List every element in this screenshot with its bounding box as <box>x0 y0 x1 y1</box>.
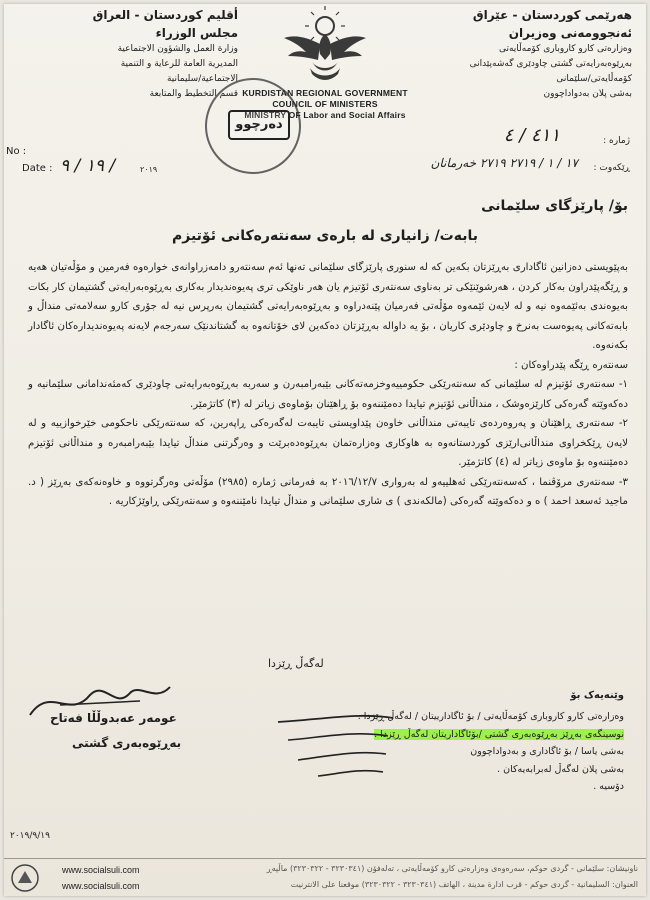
rekawt-label: ڕێکەوت : <box>593 163 630 173</box>
footer-website-1: www.socialsuli.com <box>62 865 140 875</box>
header-arabic-small-4: قسم التخطيط والمتابعة <box>149 89 238 99</box>
letter-subject: بابەت/ زانیاری لە بارەی سەنتەرەکانی ئۆتیزم <box>171 228 479 244</box>
footer-website-2: www.socialsuli.com <box>62 881 140 891</box>
paragraph-center-2: ٢- سەنتەری ڕاهێنان و پەروەردەی تایبەتی منداڵانی خاوەن پێداویستی تایبەت لەگەرەکی ڕاپەرین، کە سەنتەرێکی ناحکومی خێرخوازییە و لە لایەن ڕێکخراوی منداڵانی‌ارێزی کوردستانەوە بە هاوکاری وەزارەتمان بەڕێوەدەبرێت و وەرگرتنی منداڵ تیایدا بێبەرامبەرە و منداڵانی ئۆتیزم دەمێننەوە بۆ ماوەی زیاتر لە (٤) کاتژمێر. <box>28 418 628 468</box>
header-arabic-small-3: الاجتماعية/سليمانية <box>166 74 238 84</box>
header-kurdish-small-3: کۆمەڵایەتی/سلێمانی <box>556 74 632 84</box>
cc-pen-strokes-icon <box>258 708 398 788</box>
date-year: ٢٠١٩ <box>140 165 158 174</box>
header-arabic-small-1: وزارة العمل والشؤون الاجتماعية <box>117 44 238 54</box>
zhmara-label: ژمارە : <box>603 136 630 146</box>
zhmara-value: ٤١١ / ٤ <box>503 125 560 146</box>
footer-date: ٢٠١٩/٩/١٩ <box>10 831 50 841</box>
signer-name: عومەر عەبدوڵڵا فەتاح <box>50 711 177 725</box>
paragraph-intro: بەپێویستی دەزانین ئاگاداری بەڕێزتان بکەین کە لە سنوری پارێزگای سلێمانی تەنها ئەم سەنتەرو دامەزراوانەی خوارەوە فەرمین و مۆڵەتیان هەیە و ڕێگەپێدراون بەکار کردن ، هەرشوێنێکی تر بەناوی سەنتەری ئۆتیزم یان هەر ناوێکی تری پەیوەندیدار بەکاری بەڕێوەبەرایەتی گشتیمان کار بکات بەیوەندی بەئێمەوە نیە و لە لایەن ئێمەوە مۆڵەتی فەرمیان پێنەدراوە و بەڕێوەبەرایەتی گشتیمان بەرپرس نیە لە جۆری کارو سەلامەتی منداڵ و بابەتەکانی پەیوەست بەنرخ و چاودێری کاریان ، بۆ یە داواله بەڕێزتان دەکەین لای خۆتانەوە بە گشتاندنێک سەرجەم لایەنە پەیوەندیدارەکان ئاگادار بکەنەوە. <box>27 262 628 351</box>
gov-line-1: KURDISTAN REGIONAL GOVERNMENT <box>242 88 408 98</box>
letter-body <box>28 258 628 512</box>
gov-line-2: COUNCIL OF MINISTERS <box>272 99 378 109</box>
header-kurdish-small-2: بەڕێوەبەرایەتی گشتی چاودێری گەشەپێدانی <box>469 59 632 69</box>
kurdistan-eagle-emblem-icon <box>250 4 400 84</box>
cc-item: بەشی پلان لەگەڵ لەبرابەیەکان . <box>497 763 624 775</box>
paragraph-centers-heading: سەنتەرە ڕێگە پێدراوەکان : <box>514 359 628 371</box>
letter-addressee: بۆ/ پارێزگای سلێمانی <box>481 198 628 214</box>
ministry-logo-icon <box>10 863 40 893</box>
header-arabic-line-2: مجلس الوزراء <box>155 26 238 40</box>
signer-title: بەڕێوەبەری گشتی <box>72 736 182 750</box>
cc-item: دۆسیە . <box>593 781 624 792</box>
paragraph-center-3: ٣- سەنتەری مرۆڤنما ، کەسەنتەرێکی ئەهلییەو لە بەرواری ٢٠١٦/١٢/٧ بە فەرمانی ژمارە (٢٩٨٥) مۆڵەتی وەرگرتووە و خاوەنەکەی بەڕێز ( د. ماجید ئەسعد احمد ) ە و دەکەوێتە گەرەکی (مالکەندی ) ی شاری سلێمانی و منداڵ تیایدا نامێننەوە و سەنتەرێکی ڕاوێژکاریە . <box>28 476 629 507</box>
cc-item: وەزارەتی کارو کاروباری کۆمەڵایەتی / بۆ ئاگادارییتان / لەگەڵ ڕێزدا . <box>357 711 624 722</box>
date-label: Date : <box>22 163 53 174</box>
date-value: ١٩ / ٩ / <box>60 156 116 176</box>
cc-item-highlighted: نوسینگەی بەڕێز بەڕێوەبەری گشتی /بۆئاگاداریتان لەگەڵ ڕێزدا . <box>374 728 624 740</box>
closing-regards: لەگەڵ ڕێزدا <box>268 657 324 670</box>
footer-address-arabic: العنوان: السليمانية - گردی حوکم - قرب ادارة مدينة ، الهاتف (٣٢٣٠٣٤١ - ٣٢٣٠٣٢٢) موقعنا على الانترنيت <box>290 880 638 889</box>
letterhead-footer <box>4 858 646 897</box>
header-kurdish-small-1: وەزارەتی کارو کاروباری کۆمەڵایەتی <box>498 44 632 54</box>
header-kurdish-line-1: هەرێمی کوردستان - عێراق <box>472 8 632 22</box>
header-kurdish <box>412 6 632 102</box>
header-arabic-line-1: أقليم كوردستان - العراق <box>92 8 238 22</box>
rekawt-value: ١٧ / ١ / ٢٧١٩ ٢٧١٩ خەرمانان <box>430 156 578 170</box>
footer-address-kurdish: ناونیشان: سلێمانی - گردی حوکم، سەرەوەی وەزارەتی کارو کۆمەڵایەتی ، تەلەفۆن (٣٢٣٠٣٤١ - ٣٢٣٠٣٢٢) ماڵپەڕ <box>266 864 638 873</box>
header-arabic-small-2: المديرية العامة للرعاية و التنمية <box>120 59 238 69</box>
cc-item: بەشی یاسا / بۆ ئاگاداری و بەدواداچوون <box>470 746 624 757</box>
number-label: No : <box>6 146 27 157</box>
header-kurdish-line-2: ئەنجوومەنی وەزیران <box>508 26 632 40</box>
cc-heading: وێنەیەک بۆ <box>570 690 624 701</box>
header-kurdish-small-4: بەشی پلان بەدواداچوون <box>543 89 632 99</box>
paragraph-center-1: ١- سەنتەری ئۆتیزم لە سلێمانی کە سەنتەرێکی حکومییەوخزمەتەکانی بێبەرامبەرن و سەربە بەڕێوەبەرایەتی چاودێری کەمئەندامانی سلێمانیە و دەکەوێتە گەرەکی کارێزەوشک ، منداڵانی ئۆتیزم تیایدا دەمێننەوە بۆ ڕاهێنان بۆماوەی زیاتر لە (٣) کاتژمێر. <box>28 379 628 410</box>
gov-line-3: MINISTRY OF Labor and Social Affairs <box>244 110 406 120</box>
outgoing-stamp-label: دەرچوو <box>228 110 290 140</box>
